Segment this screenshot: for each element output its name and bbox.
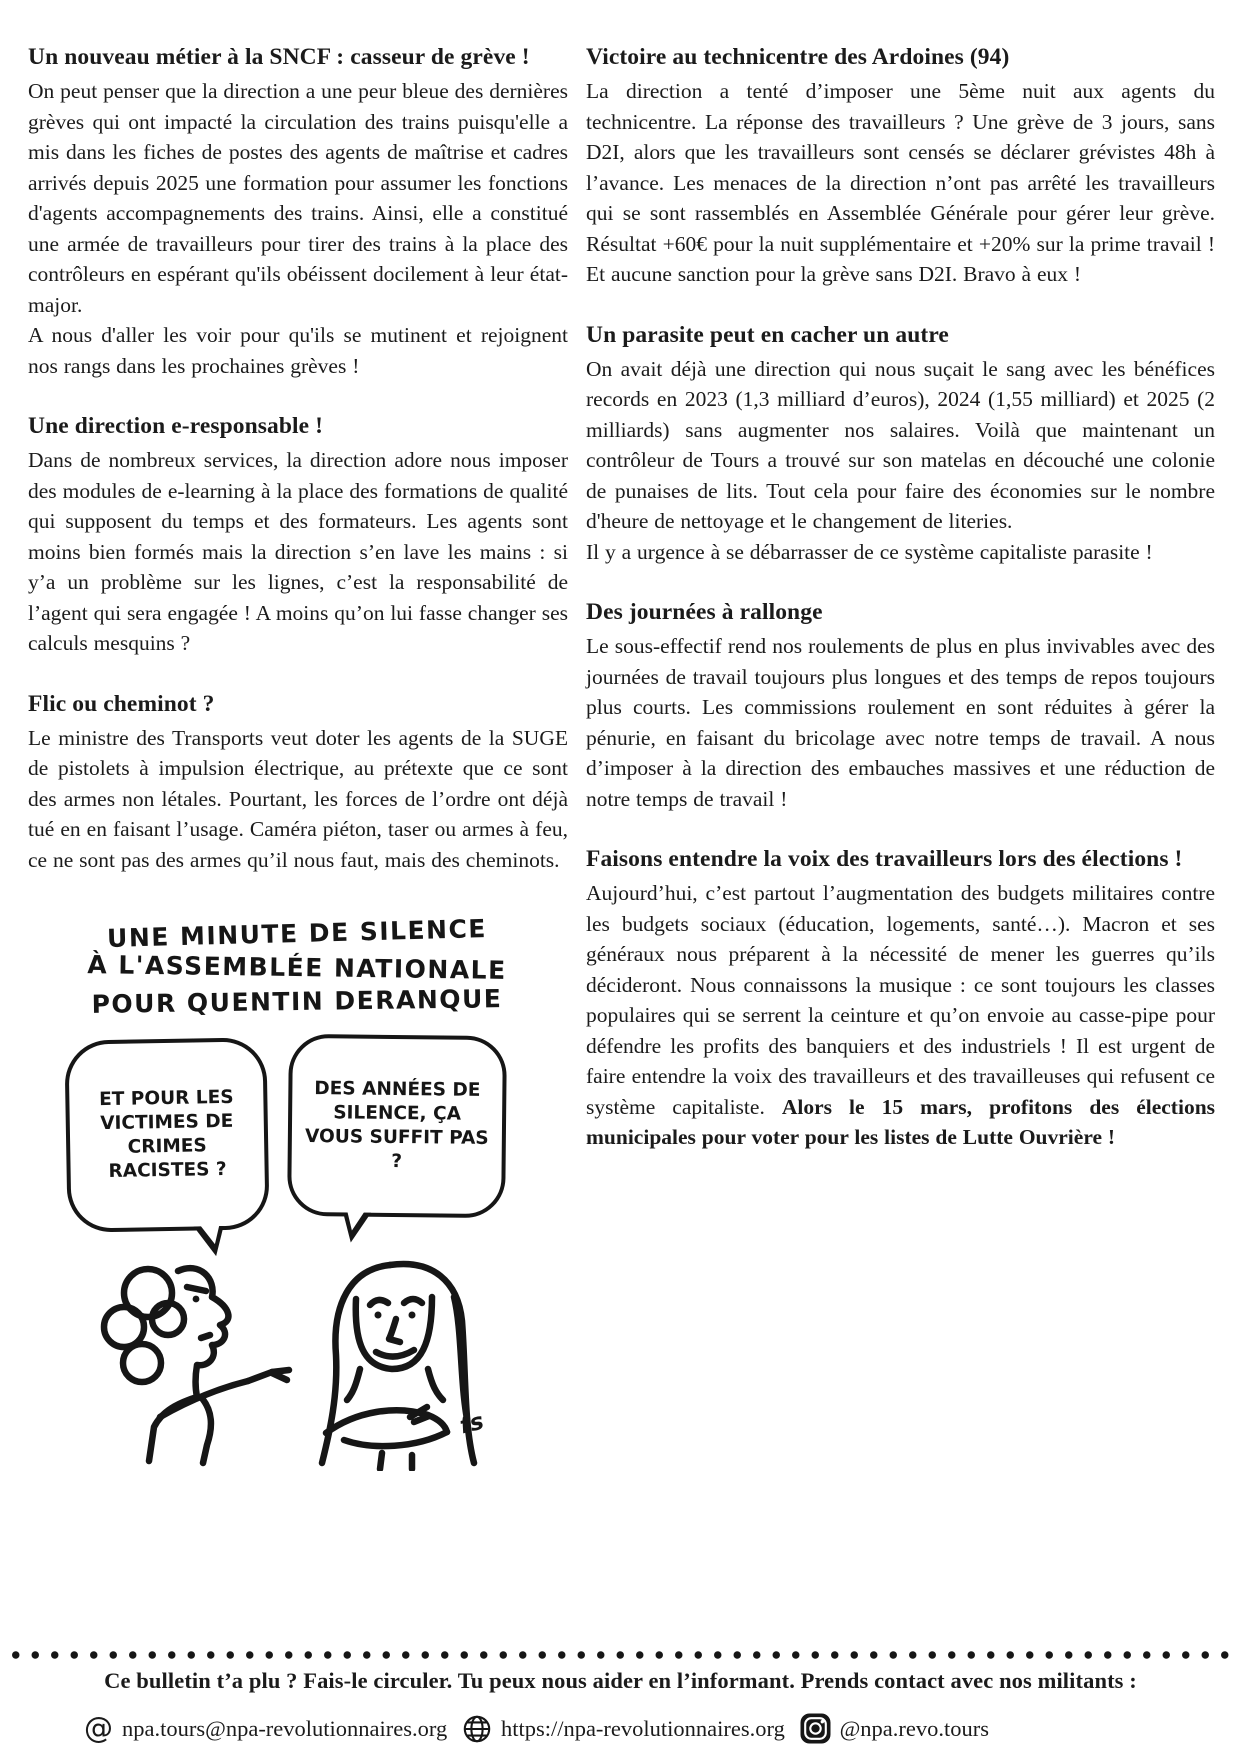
heading-casseur-de-greve: Un nouveau métier à la SNCF : casseur de grève !	[28, 44, 530, 70]
cartoon-illustration	[60, 914, 534, 1477]
paragraph: Il y a urgence à se débarrasser de ce système capitaliste parasite !	[586, 539, 1153, 564]
paragraph	[586, 878, 1215, 1153]
paragraph: A nous d'aller les voir pour qu'ils se mutinent et rejoignent nos rangs dans les prochaines grèves !	[28, 323, 568, 378]
dotted-divider	[6, 1650, 1235, 1660]
email-address: npa.tours@npa-revolutionnaires.org	[122, 1715, 448, 1741]
contact-row	[84, 1713, 989, 1744]
heading-victoire-ardoines: Victoire au technicentre des Ardoines (94)	[586, 44, 1010, 70]
instagram-icon	[800, 1713, 831, 1744]
speech-bubble-right: DES ANNÉES DE SILENCE, ÇA VOUS SUFFIT PAS ?	[287, 1034, 507, 1218]
website-url: https://npa-revolutionnaires.org	[500, 1715, 785, 1741]
right-woman-figure	[322, 1264, 474, 1469]
heading-parasite: Un parasite peut en cacher un autre	[586, 321, 949, 348]
left-column	[28, 42, 568, 1477]
paragraph: Le ministre des Transports veut doter les agents de la SUGE de pistolets à impulsion électrique, au prétexte que ce sont des armes non létales. Pourtant, les forces de l’ordre ont déjà tué en en faisant l’usage. Caméra piéton, taser ou armes à feu, ce ne sont pas des armes qu’il nous faut, mais des cheminots.	[28, 725, 568, 872]
cartoon-figures-drawing	[60, 1235, 534, 1471]
speech-bubble-left: ET POUR LES VICTIMES DE CRIMES RACISTES ?	[64, 1037, 269, 1232]
contact-email	[84, 1711, 448, 1745]
paragraph-normal-run: Aujourd’hui, c’est partout l’augmentation des budgets militaires contre les budgets sociaux (éducation, logements, santé…). Macron et ses généraux nous préparent à la nécessité de mener les guerres qu’ils décideront. Nous connaissons la musique : ce sont toujours les classes populaires qui se serrent la ceinture et qu’on envoie au casse-pipe pour défendre les profits des banquiers et des industriels ! Il est urgent de faire entendre la voix des travailleurs et des travailleuses qui refusent ce système capitaliste.	[586, 881, 1215, 1119]
heading-e-responsable: Une direction e-responsable !	[28, 413, 324, 439]
paragraph: On avait déjà une direction qui nous suçait le sang avec les bénéfices records en 2023 (1,3 milliard d’euros), 2024 (1,55 milliard) et 2025 (2 milliards) sans augmenter nos salaires. Voilà que maintenant un contrôleur de Tours a trouvé sur son matelas en découché une colonie de punaises de lits. Tout cela pour faire des économies sur le nombre d'heure de nettoyage et le changement de literies.	[586, 356, 1215, 533]
right-column	[586, 42, 1215, 1477]
paragraph: Le sous-effectif rend nos roulements de plus en plus invivables avec des journées de travail toujours plus longues et des temps de repos toujours plus courts. Les commissions roulement en sont réduites à gérer la pénurie, en faisant du bricolage avec notre temps de travail. A nous d’imposer à la direction des embauches massives et une réduction de notre temps de travail !	[586, 634, 1215, 811]
paragraph: La direction a tenté d’imposer une 5ème nuit aux agents du technicentre. La réponse des travailleurs ? Une grève de 3 jours, sans D2I, alors que les travailleurs sont censés se déclarer grévistes 48h à l’avance. Les menaces de la direction n’ont pas arrêté les travailleurs qui se sont rassemblés en Assemblée Générale pour gérer leur grève. Résultat +60€ pour la nuit supplémentaire et +20% sur la prime travail ! Et aucune sanction pour la grève sans D2I. Bravo à eux !	[586, 79, 1215, 286]
footer-callout: Ce bulletin t’a plu ? Fais-le circuler. Tu peux nous aider en l’informant. Prends contact avec nos militants :	[104, 1668, 1137, 1693]
contact-website	[462, 1714, 785, 1744]
paragraph: On peut penser que la direction a une peur bleue des dernières grèves qui ont impacté la circulation des trains puisqu'elle a mis dans les fiches de postes des agents de maîtrise et cadres arrivés depuis 2025 une formation pour assumer les fonctions d'agents accompagnements des trains. Ainsi, elle a constitué une armée de travailleurs pour tirer des trains à la place des contrôleurs en espérant qu'ils obéissent docilement à leur état-major.	[28, 79, 568, 317]
instagram-handle: @npa.revo.tours	[839, 1715, 989, 1741]
left-woman-figure	[104, 1268, 289, 1463]
globe-icon	[462, 1714, 492, 1744]
footer	[0, 1650, 1241, 1744]
email-at-icon: @	[84, 1711, 113, 1745]
contact-instagram	[800, 1713, 989, 1744]
cartoon-caption-line: POUR QUENTIN DERANQUE	[91, 984, 503, 1019]
paragraph: Dans de nombreux services, la direction adore nous imposer des modules de e-learning à la place des formations de qualité qui supposent du temps et des formateurs. Les agents sont moins bien formés mais la direction s’en lave les mains : si y’a un problème sur les lignes, c’est la responsabilité de l’agent qui sera engagée ! A moins qu’on lui fasse changer ses calculs mesquins ?	[28, 448, 568, 655]
heading-journees-rallonge: Des journées à rallonge	[586, 599, 823, 625]
heading-flic-ou-cheminot: Flic ou cheminot ?	[28, 690, 215, 717]
cartoon-caption-line: UNE MINUTE DE SILENCE	[106, 914, 488, 953]
heading-elections: Faisons entendre la voix des travailleurs lors des élections !	[586, 846, 1183, 872]
cartoon-caption-line: À L'ASSEMBLÉE NATIONALE	[87, 950, 507, 985]
cartoon-signature: fs	[457, 1408, 487, 1440]
paragraph-bold-run: Alors le 15 mars, profitons des élections municipales pour voter pour les listes de Lutte Ouvrière !	[586, 1094, 1216, 1149]
